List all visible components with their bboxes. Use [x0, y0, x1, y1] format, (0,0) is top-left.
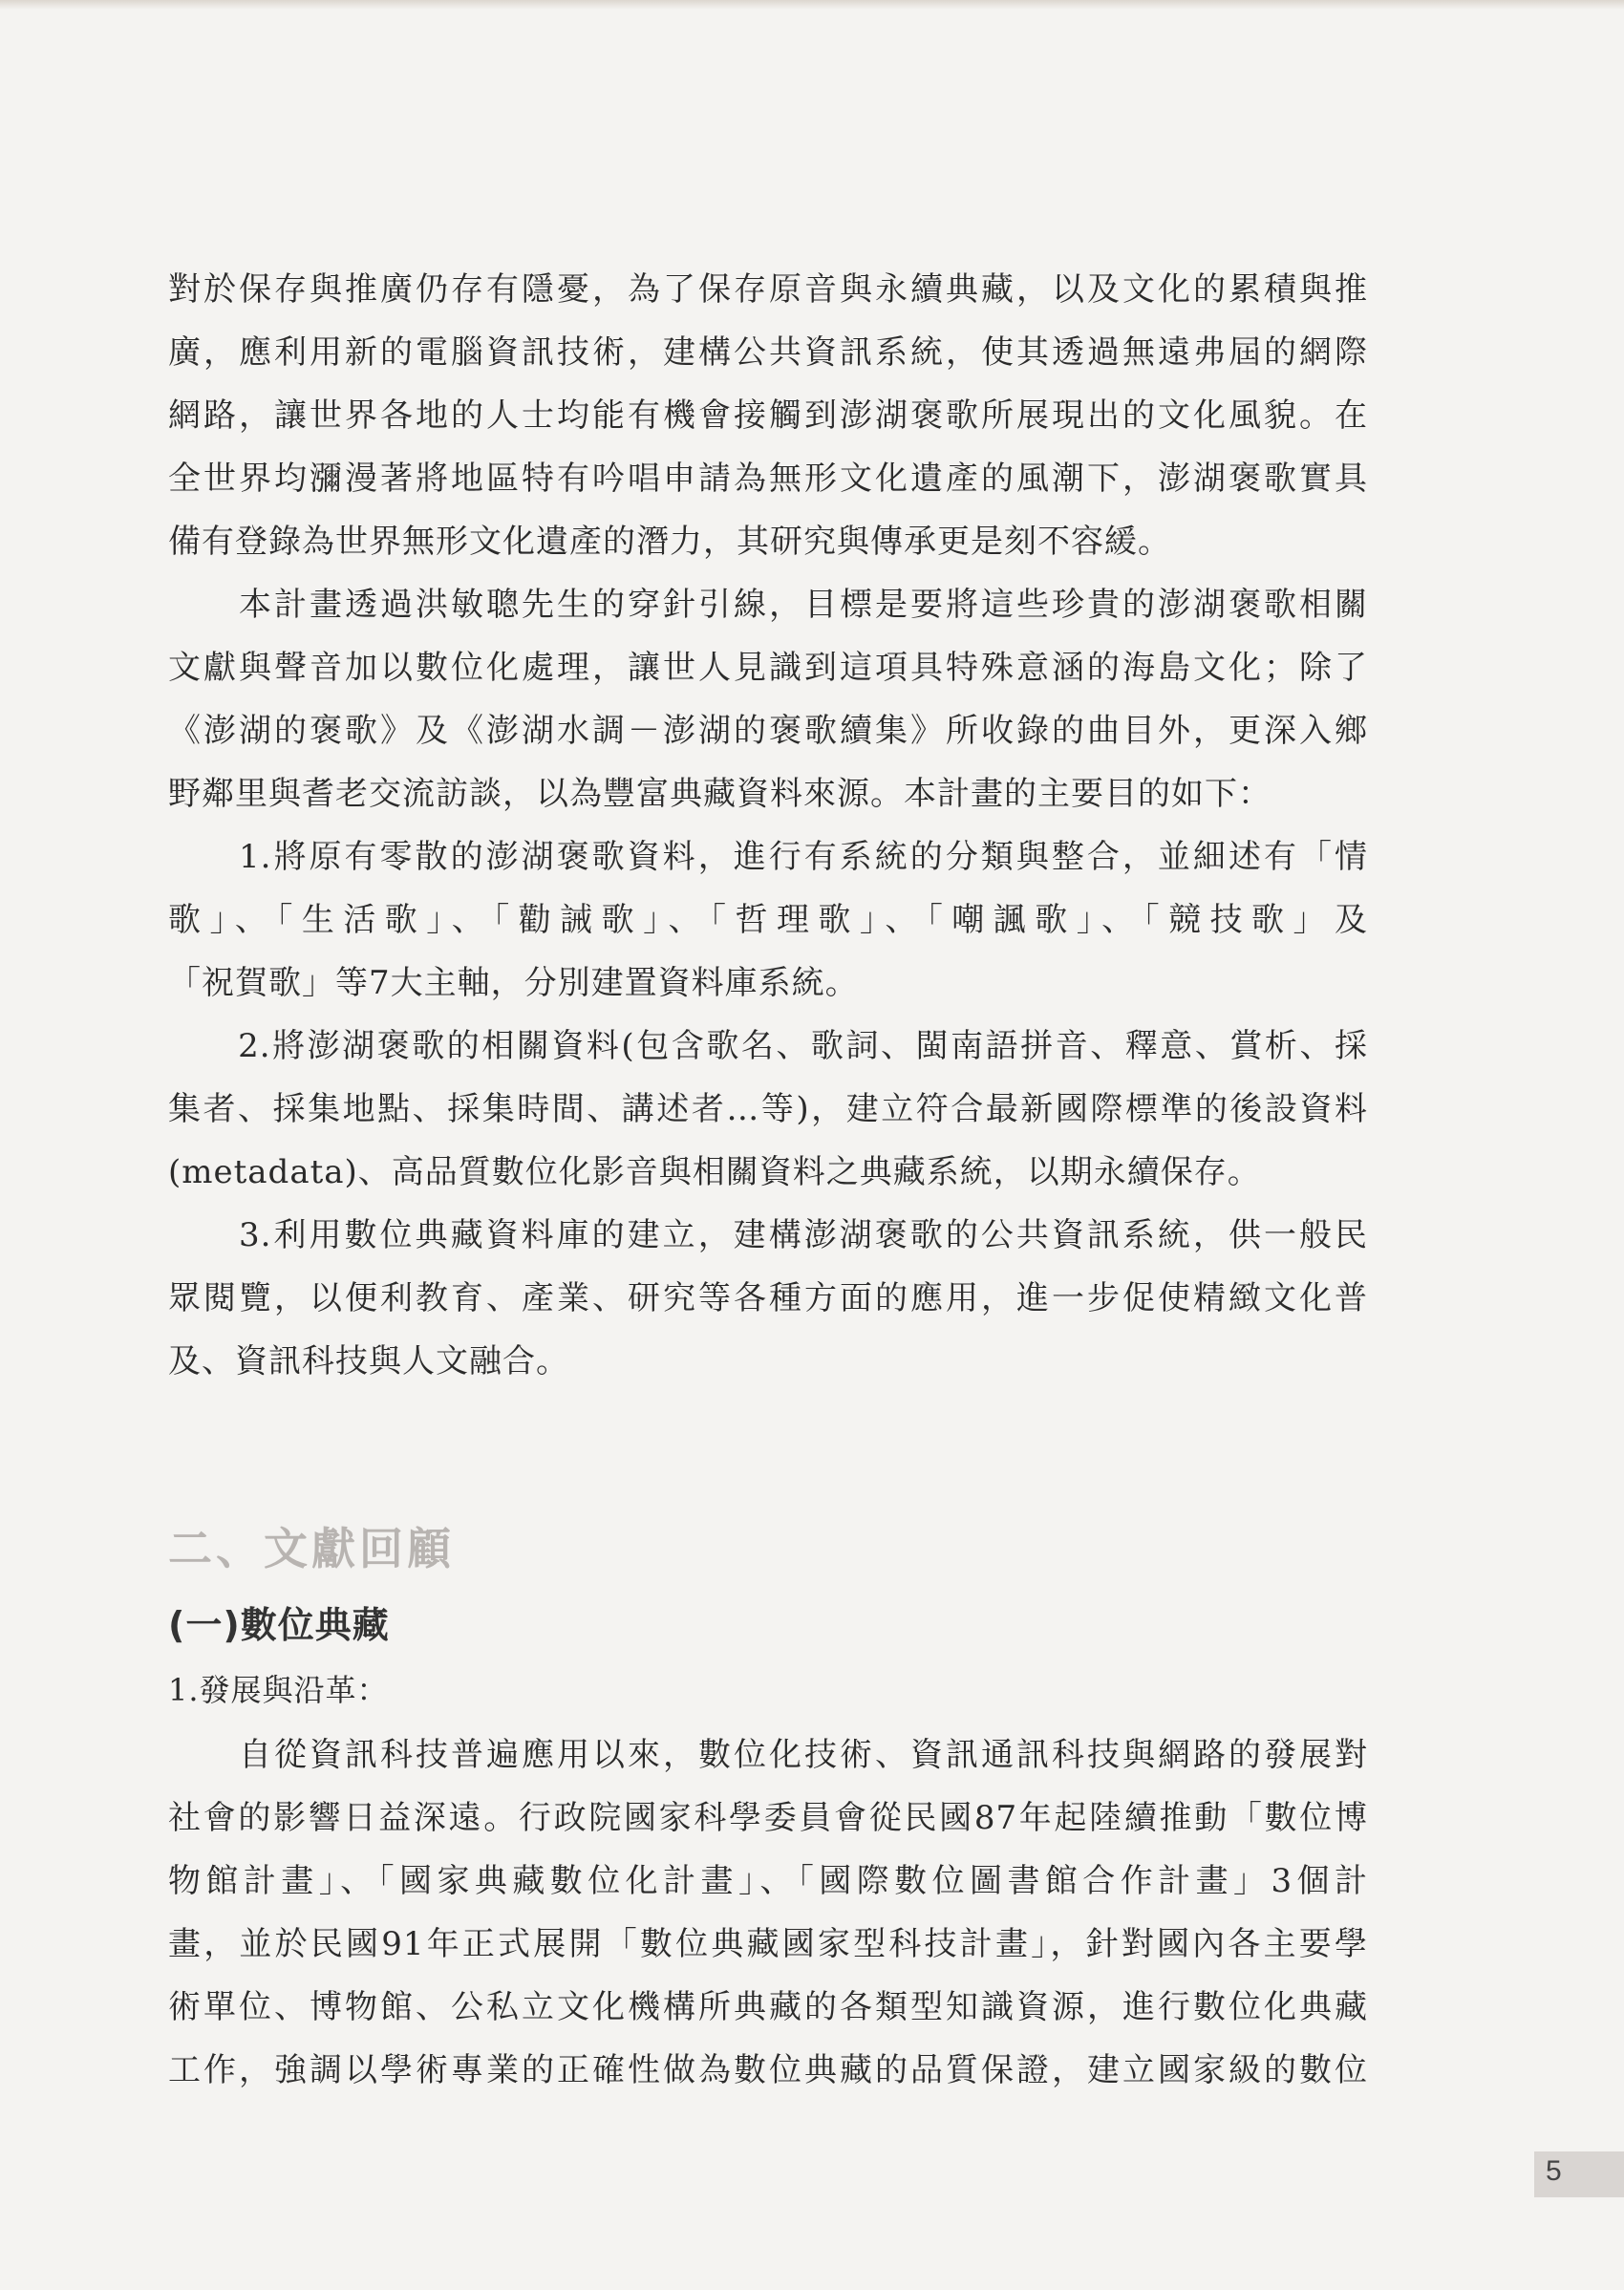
item-heading: 1.發展與沿革：: [168, 1672, 389, 1708]
text-line: 3.利用數位典藏資料庫的建立，建構澎湖褒歌的公共資訊系統，供一般民: [168, 1216, 1368, 1254]
page-number: 5: [1546, 2155, 1562, 2187]
text-line: 1.將原有零散的澎湖褒歌資料，進行有系統的分類與整合，並細述有「情: [168, 838, 1368, 876]
text-line: 文獻與聲音加以數位化處理，讓世人見識到這項具特殊意涵的海島文化；除了: [168, 649, 1368, 687]
text-line: (metadata)、高品質數位化影音與相關資料之典藏系統，以期永續保存。: [168, 1153, 1261, 1191]
objective-1: [168, 825, 1368, 1015]
text-line: 對於保存與推廣仍存有隱憂，為了保存原音與永續典藏，以及文化的累積與推: [168, 270, 1368, 309]
text-line: 《澎湖的褒歌》及《澎湖水調－澎湖的褒歌續集》所收錄的曲目外，更深入鄉: [168, 712, 1368, 750]
section-heading: 二、文獻回顧: [168, 1523, 455, 1574]
text-line: 自從資訊科技普遍應用以來，數位化技術、資訊通訊科技與網路的發展對: [168, 1736, 1368, 1774]
text-line: 工作，強調以學術專業的正確性做為數位典藏的品質保證，建立國家級的數位: [168, 2051, 1368, 2089]
text-line: 畫，並於民國91年正式展開「數位典藏國家型科技計畫」，針對國內各主要學: [168, 1925, 1368, 1963]
text-line: 野鄰里與耆老交流訪談，以為豐富典藏資料來源。本計畫的主要目的如下：: [168, 775, 1271, 813]
text-line: 「祝賀歌」等7大主軸，分別建置資料庫系統。: [168, 964, 859, 1002]
text-line: 2.將澎湖褒歌的相關資料(包含歌名、歌詞、閩南語拼音、釋意、賞析、採: [168, 1027, 1368, 1065]
paragraph-3: [168, 1723, 1368, 2102]
text-line: 社會的影響日益深遠。行政院國家科學委員會從民國87年起陸續推動「數位博: [168, 1799, 1368, 1837]
objective-3: [168, 1204, 1368, 1393]
text-line: 備有登錄為世界無形文化遺產的潛力，其研究與傳承更是刻不容緩。: [168, 523, 1171, 561]
text-line: 歌」、「生活歌」、「勸誡歌」、「哲理歌」、「嘲諷歌」、「競技歌」及: [168, 901, 1368, 939]
objective-2: [168, 1015, 1368, 1204]
page-top-edge: [0, 0, 1624, 10]
text-line: 全世界均瀰漫著將地區特有吟唱申請為無形文化遺產的風潮下，澎湖褒歌實具: [168, 460, 1368, 498]
text-line: 本計畫透過洪敏聰先生的穿針引線，目標是要將這些珍貴的澎湖褒歌相關: [168, 586, 1368, 624]
sub-heading: (一)數位典藏: [168, 1604, 390, 1646]
paragraph-1: [168, 258, 1368, 573]
text-line: 術單位、博物館、公私立文化機構所典藏的各類型知識資源，進行數位化典藏: [168, 1988, 1368, 2026]
text-line: 集者、採集地點、採集時間、講述者…等)，建立符合最新國際標準的後設資料: [168, 1090, 1368, 1128]
text-line: 廣，應利用新的電腦資訊技術，建構公共資訊系統，使其透過無遠弗屆的網際: [168, 333, 1368, 372]
paragraph-2: [168, 573, 1368, 825]
text-line: 物館計畫」、「國家典藏數位化計畫」、「國際數位圖書館合作計畫」3個計: [168, 1862, 1368, 1900]
text-line: 及、資訊科技與人文融合。: [168, 1342, 569, 1380]
text-line: 網路，讓世界各地的人士均能有機會接觸到澎湖褒歌所展現出的文化風貌。在: [168, 396, 1368, 435]
text-line: 眾閱覽，以便利教育、產業、研究等各種方面的應用，進一步促使精緻文化普: [168, 1279, 1368, 1317]
body-text-upper: [168, 258, 1368, 1393]
body-text-lower: [168, 1723, 1368, 2102]
